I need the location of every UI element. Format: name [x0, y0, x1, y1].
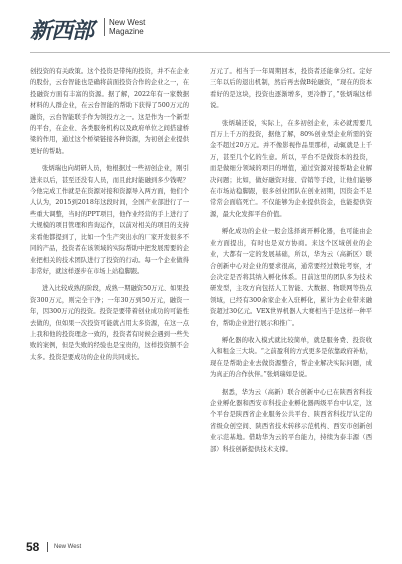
footer-divider: [47, 542, 48, 552]
brand-line-1: New West: [109, 18, 146, 27]
magazine-logo: 新西部: [30, 19, 94, 44]
magazine-brand: [104, 18, 145, 36]
left-column: [30, 66, 189, 369]
brand-line-2: Magazine: [109, 27, 144, 36]
paragraph: 万元了。相当于一年周期回本，投资者还能拿分红。定好三年以后的退出机制，然后再去做B轮融资，“现在的资本看好的是这块，投资也逐渐增多，更冷静了，”张炳瑞这样说。: [210, 68, 372, 110]
paragraph: 张炳瑞也向胡研人员，他根据过一些初创企业，刚引进来以后，甚至还没有人员，而且此时能融到多少钱呢？今他完成工作就是在资源对接和资源导入两方面，他们个人认为，2015到2018年这段时间，全国产业部进行了一些重大调整，当时的PPT项目，他作业经营的手上进行了大规模的项目管理和咨询运作，以前对相关的项目的支持来看他都提到了，比如一个生产突出水的厂家开发很多不同的产品，投资者在该领域的实际帮助中把发展需要的企业把相关的技术团队进行了投资的行动。每一个企业做得非常好，就这样逐步在市场上站稳脚跟。: [30, 165, 189, 275]
page-header: [18, 14, 388, 54]
paragraph: 据悉，华为云（高新）联合创新中心已在陕西省科技企业孵化器和西安市科技企业孵化器两级平台中认定，这个平台是陕西省企业服务公共平台、陕西省科技厅认定的省级众创空间、陕西省技术转移示范机构、西安市创新创业示范基地。借助华为云的平台能力，持续为泰丰源（西部）科技创新提供技术支撑。: [210, 388, 372, 453]
paragraph: 孵化器的收入模式就比较简单，就是服务费、投资收入和租金三大块。“之前盈利的方式更多是依靠政府补贴，现在是帮助企业去做资源整合，帮企业解决实际问题，成为真正的合作伙伴。”张炳瑞如是说。: [210, 336, 372, 379]
paragraph: 进入比较成熟的阶段，成熟一期融资50万元、如果投资300万元，则完全干净；一年30万到50万元，融资一年，因300万元的投资。投资是要带着创业成功的可能性去做的，但如果一次投资可能就占用太多资源，在这一点上我和他的投资理念一致的，投资者有时候会遇到一些失败的案例，但是失败的经验也是宝贵的，这样投资额不会太多。投资是要成功的企业的共同成长。: [30, 285, 189, 361]
footer-brand: New West: [54, 544, 82, 550]
page-footer: [26, 540, 146, 554]
right-column: [210, 66, 372, 461]
paragraph: 张炳瑞还说，实际上，在多初创企业，未必就需要几百万上千万的投资，据他了解，80%创业型企业所需的资金不超过20万元。并不像影视作品里那样，动辄就是上千万，甚至几个亿的生意。所以，平台不是做资本的投资，而是做细分领域的项目的增值，通过资源对接帮助企业解决问题；比如，做好融资对接、营销等手段，让他们能够在市场站稳脚跟，很多创业团队在创业初期，因资金不足常常会面临死亡。不仅能够为企业提供资金，也能提供资源，最大化发挥平台价值。: [210, 119, 372, 218]
paragraph: 创投资的有关政策。这个投资是带纯的投资，并不在企业的股份，云台智能也是确将前面投资合作的企业之一，在投融资方面有丰富的资源。据了解，2022年有一家数据材料的人群企业，在云台智能的帮助下获得了500万元的融资，云台智能联手作为领投方之一。这是作为一个新型的平台，在企业、各类服务机构以及政府单位之间搭建桥梁的作用，通过这个桥梁链接各种资源，为初创企业提供更好的帮助。: [30, 68, 189, 155]
page-number: 58: [26, 540, 40, 554]
header-divider: [30, 52, 390, 53]
paragraph: 孵化成功的企业一般会选择离开孵化器，也可能由企业方面提出，有时也是双方协商。来这个区域创业的企业，大都有一定的发展基础，所以，华为云（高新区）联合创新中心对企业的要求很高，通常要经过数轮考察，才会决定是否将其纳入孵化体系。目前这里的团队多为技术研发型，主攻方向包括人工智能、大数据、物联网等热点领域，已经有300余家企业入驻孵化，累计为企业带来融资超过30亿元。VEX世界机器人大赛相当于是这样一种平台，帮助企业进行展示和推广。: [210, 228, 372, 327]
